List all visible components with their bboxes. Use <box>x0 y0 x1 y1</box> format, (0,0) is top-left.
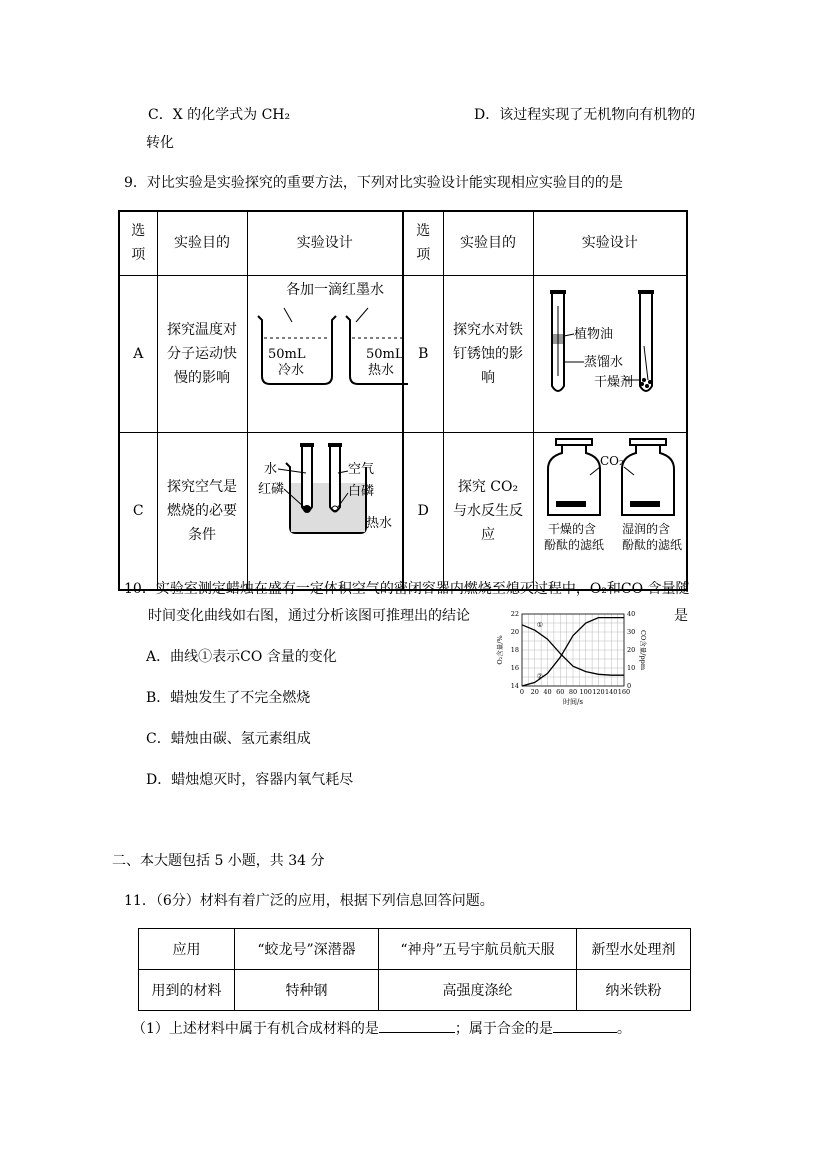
q11-sub1-c: 。 <box>616 1021 631 1037</box>
y-tick-label: 22 <box>510 610 519 618</box>
q11-r2c4: 纳米铁粉 <box>577 970 691 1011</box>
x-tick-label: 140 <box>605 688 618 696</box>
series-label-1: ① <box>536 621 544 630</box>
fig-d-gas: CO₂ <box>599 453 624 468</box>
q11-sub1-b: ；属于合金的是 <box>454 1021 553 1037</box>
q11-r1c2: “蛟龙号”深潜器 <box>235 929 379 970</box>
test-tubes-figure <box>534 276 688 424</box>
q11-r1c4: 新型水处理剂 <box>577 929 691 970</box>
y2-tick-label: 10 <box>627 664 636 672</box>
q9-row-c-label: C <box>119 432 157 590</box>
o2-co-chart <box>496 606 646 706</box>
y-tick-label: 20 <box>510 628 519 636</box>
answer-blank-1[interactable] <box>379 1020 455 1033</box>
y-tick-label: 16 <box>510 664 519 672</box>
y2-tick-label: 0 <box>627 682 632 690</box>
q9-row-d-purpose: 探究 CO₂ 与水反生反应 <box>443 432 533 590</box>
q9-stem: 9．对比实验是实验探究的重要方法，下列对比实验设计能实现相应实验目的的是 <box>124 175 623 191</box>
section2-heading: 二、本大题包括 5 小题，共 34 分 <box>112 853 325 869</box>
q9-header-purpose-2: 实验目的 <box>443 211 533 275</box>
q8-option-d: D．该过程实现了无机物向有机物的 <box>474 107 696 123</box>
fig-c-white-p: 白磷 <box>347 483 374 499</box>
q9-row-c-figure <box>247 432 403 590</box>
y2-tick-label: 20 <box>627 646 636 654</box>
fig-a-left-name: 冷水 <box>277 362 304 378</box>
q11-sub1 <box>132 1018 631 1038</box>
fig-d-wet2: 酚酞的滤纸 <box>621 537 682 552</box>
y2-tick-label: 40 <box>627 610 636 618</box>
fig-d-dry: 干燥的含 <box>547 521 596 536</box>
y-axis-label: O₂含量/% <box>496 635 504 665</box>
q10-stem-end: 是 <box>674 608 688 624</box>
q10-option-a: A．曲线①表示CO 含量的变化 <box>146 649 337 665</box>
x-tick-label: 20 <box>530 688 539 696</box>
q8-option-d-cont: 转化 <box>146 135 174 151</box>
q11-r1c3: “神舟”五号宇航员航天服 <box>379 929 577 970</box>
x-tick-label: 80 <box>568 688 578 696</box>
q9-row-a-label: A <box>119 275 157 432</box>
q10-option-d: D．蜡烛熄灭时，容器内氧气耗尽 <box>146 772 354 788</box>
q10-chart <box>496 606 646 706</box>
q9-header-design: 实验设计 <box>247 211 403 275</box>
q8-option-c: C．X 的化学式为 CH₂ <box>148 107 291 123</box>
x-tick-label: 60 <box>556 688 565 696</box>
x-tick-label: 0 <box>519 688 525 696</box>
q11-r2c1: 用到的材料 <box>139 970 235 1011</box>
fig-c-hot-water: 热水 <box>365 515 392 531</box>
q10-stem-line2: 时间变化曲线如右图，通过分析该图可推理出的结论 <box>148 608 470 624</box>
y-tick-label: 14 <box>510 682 519 690</box>
x-tick-label: 100 <box>579 688 592 696</box>
y-tick-label: 18 <box>510 646 519 654</box>
x-tick-label: 160 <box>617 688 631 696</box>
q9-header-purpose: 实验目的 <box>157 211 247 275</box>
q9-row-d-label: D <box>403 432 443 590</box>
q10-stem-line1: 10．实验室测定蜡烛在盛有一定体积空气的密闭容器内燃烧至熄灭过程中，O₂和CO 含量随 <box>124 581 690 597</box>
fig-d-wet: 湿润的含 <box>621 521 670 536</box>
y2-axis-label: CO含量/ppm <box>639 630 647 670</box>
q10-option-c: C．蜡烛由碳、氢元素组成 <box>146 731 311 747</box>
fig-a-top-label: 各加一滴红墨水 <box>285 281 384 298</box>
fig-a-right-vol: 50mL <box>365 346 404 362</box>
q11-table <box>138 928 691 1011</box>
q11-r2c3: 高强度涤纶 <box>379 970 577 1011</box>
x-tick-label: 120 <box>592 688 605 696</box>
fig-d-dry2: 酚酞的滤纸 <box>543 537 604 552</box>
y2-tick-label: 30 <box>627 628 636 636</box>
fig-b-oil: 植物油 <box>573 326 613 342</box>
q10-option-b: B．蜡烛发生了不完全燃烧 <box>146 690 311 706</box>
q9-header-option-2: 选项 <box>403 211 443 275</box>
q9-table <box>118 210 688 591</box>
series-label-2: ② <box>536 672 544 681</box>
q9-row-d-figure <box>533 432 687 590</box>
fig-a-left-vol: 50mL <box>267 346 306 362</box>
fig-c-red-p: 红磷 <box>257 481 284 497</box>
fig-b-water: 蒸馏水 <box>583 354 623 370</box>
q9-row-b-figure <box>533 275 687 432</box>
x-axis-label: 时间/s <box>563 698 583 706</box>
q9-row-a-figure <box>247 275 403 432</box>
q9-header-design-2: 实验设计 <box>533 211 687 275</box>
q11-sub1-a: （1）上述材料中属于有机合成材料的是 <box>132 1021 379 1037</box>
fig-c-air: 空气 <box>347 461 374 477</box>
q11-r2c2: 特种钢 <box>235 970 379 1011</box>
q9-row-b-label: B <box>403 275 443 432</box>
x-tick-label: 40 <box>543 688 552 696</box>
q9-row-c-purpose: 探究空气是燃烧的必要条件 <box>157 432 247 590</box>
fig-a-right-name: 热水 <box>367 362 394 378</box>
combustion-figure <box>248 433 404 581</box>
answer-blank-2[interactable] <box>553 1020 617 1033</box>
fig-b-desiccant: 干燥剂 <box>593 374 633 390</box>
q11-stem: 11．（6分）材料有着广泛的应用，根据下列信息回答问题。 <box>124 893 494 909</box>
q9-header-option: 选项 <box>119 211 157 275</box>
beakers-figure <box>248 276 404 424</box>
q9-row-b-purpose: 探究水对铁钉锈蚀的影响 <box>443 275 533 432</box>
q11-r1c1: 应用 <box>139 929 235 970</box>
q9-row-a-purpose: 探究温度对分子运动快慢的影响 <box>157 275 247 432</box>
fig-c-water: 水 <box>263 461 277 477</box>
gas-bottles-figure <box>534 433 688 581</box>
